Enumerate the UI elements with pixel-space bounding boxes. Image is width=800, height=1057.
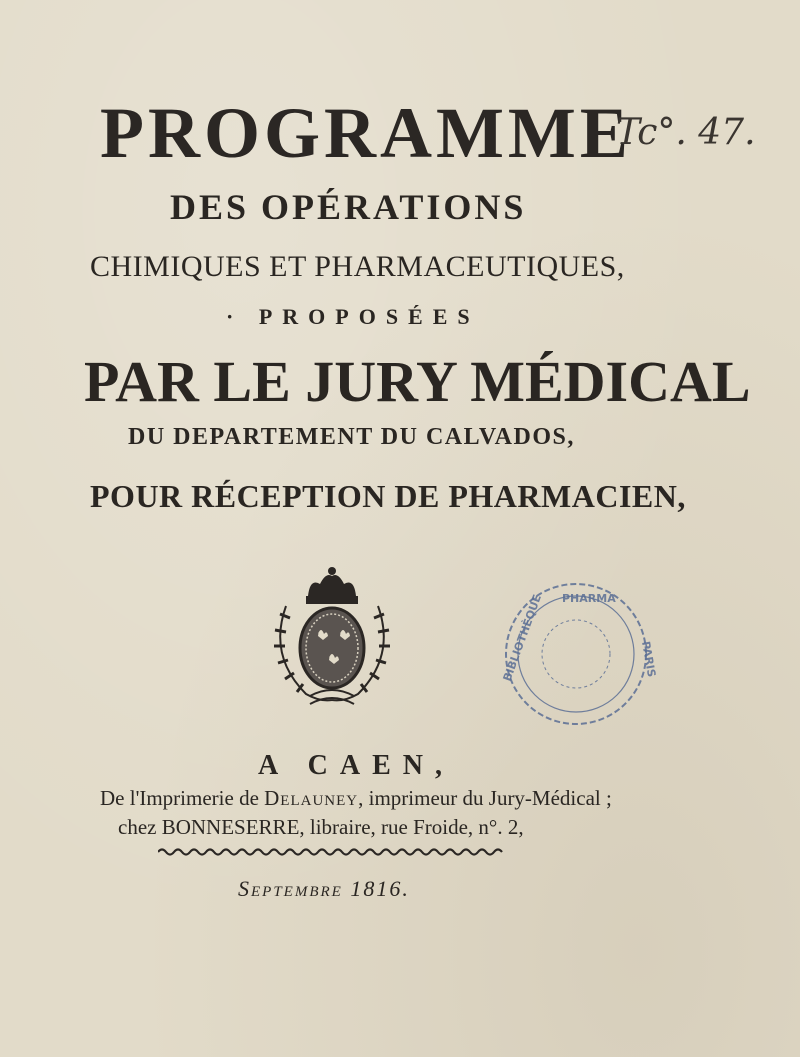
crowned-fleur-de-lis-wreath-icon [266, 566, 398, 710]
stamp-text-right: PARIS [639, 640, 659, 679]
imprint-suffix: , imprimeur du Jury-Médical ; [358, 786, 612, 810]
document-title: PROGRAMME [100, 93, 632, 173]
title-line-operations: DES OPÉRATIONS [170, 187, 527, 227]
library-stamp-icon [492, 572, 662, 732]
imprint-place: A CAEN, [258, 750, 455, 781]
title-line-departement: DU DEPARTEMENT DU CALVADOS, [128, 424, 575, 450]
imprint-printer-line [100, 786, 612, 811]
imprint-bookseller-line: chez BONNESERRE, libraire, rue Froide, n°. 2, [118, 815, 524, 839]
shelfmark-annotation: Tc°. 47. [616, 112, 756, 153]
stamp-text-left: BIBLIOTHÈQUE [500, 592, 545, 684]
imprint-date: Septembre 1816. [238, 876, 410, 901]
title-line-chimiques: CHIMIQUES ET PHARMACEUTIQUES, [90, 250, 625, 283]
title-line-proposees: · PROPOSÉES [226, 304, 480, 329]
ornamental-rule-icon [158, 846, 504, 858]
stamp-text-top: PHARMA [562, 592, 616, 605]
imprint-printer-name: Delauney [264, 786, 359, 810]
imprint-prefix: De l'Imprimerie de [100, 786, 265, 810]
title-line-reception: POUR RÉCEPTION DE PHARMACIEN, [90, 478, 686, 514]
title-line-jury: PAR LE JURY MÉDICAL [84, 349, 751, 414]
